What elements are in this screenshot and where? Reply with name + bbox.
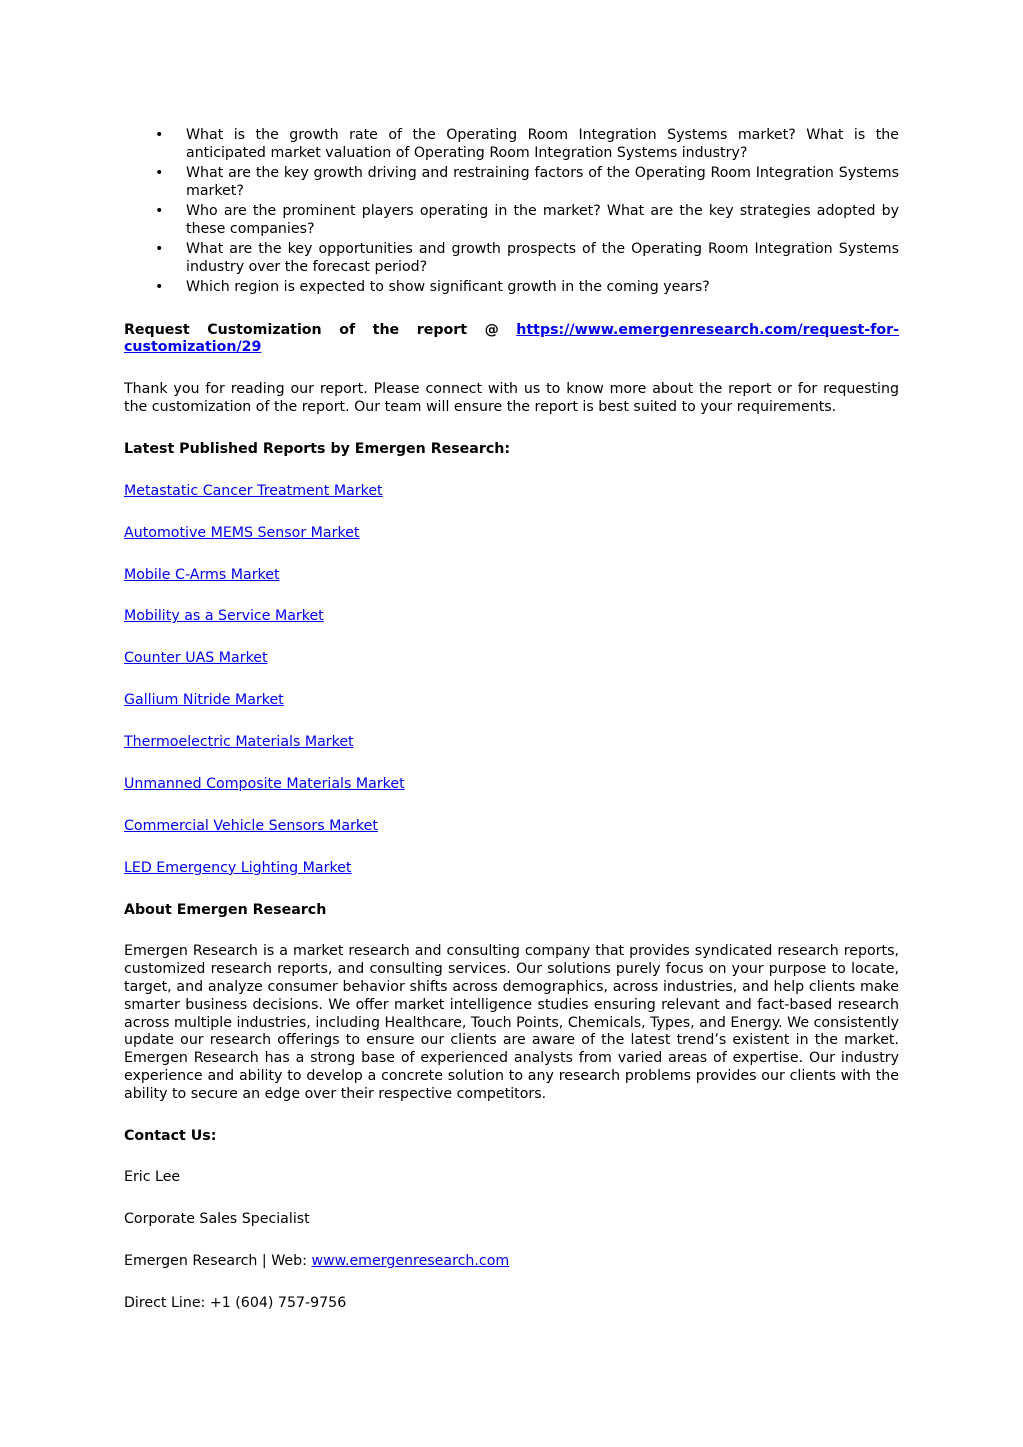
bullet-icon: • bbox=[155, 241, 164, 258]
report-link[interactable]: Unmanned Composite Materials Market bbox=[124, 775, 405, 792]
customization-label: Request Customization of the report @ bbox=[124, 321, 517, 338]
question-text: What are the key opportunities and growth prospects of the Operating Room Integration Systems industry over the forecast period? bbox=[186, 241, 899, 276]
contact-web bbox=[124, 1253, 899, 1271]
contact-heading: Contact Us: bbox=[124, 1127, 217, 1144]
latest-reports-heading: Latest Published Reports by Emergen Research: bbox=[124, 440, 511, 457]
question-text: Which region is expected to show significant growth in the coming years? bbox=[186, 279, 710, 296]
contact-phone: Direct Line: +1 (604) 757-9756 bbox=[124, 1294, 347, 1311]
question-list bbox=[124, 127, 899, 297]
question-item bbox=[124, 127, 899, 163]
contact-title: Corporate Sales Specialist bbox=[124, 1211, 310, 1228]
bullet-icon: • bbox=[155, 279, 164, 296]
question-item bbox=[124, 203, 899, 239]
question-item bbox=[124, 279, 899, 297]
question-text: What are the key growth driving and restraining factors of the Operating Room Integration Systems market? bbox=[186, 165, 899, 199]
question-item bbox=[124, 241, 899, 277]
bullet-icon: • bbox=[155, 127, 164, 143]
contact-name: Eric Lee bbox=[124, 1169, 181, 1186]
report-link[interactable]: Metastatic Cancer Treatment Market bbox=[124, 482, 383, 499]
question-text: Who are the prominent players operating in the market? What are the key strategies adopted by these companies? bbox=[186, 203, 899, 237]
report-link[interactable]: LED Emergency Lighting Market bbox=[124, 859, 352, 876]
about-heading: About Emergen Research bbox=[124, 901, 327, 918]
bullet-icon: • bbox=[155, 165, 164, 182]
report-link[interactable]: Commercial Vehicle Sensors Market bbox=[124, 817, 378, 834]
thanks-paragraph: Thank you for reading our report. Please connect with us to know more about the report or for requesting the customization of the report. Our team will ensure the report is best suited to your requirements. bbox=[124, 381, 899, 416]
report-link[interactable]: Mobile C-Arms Market bbox=[124, 566, 280, 583]
document-page bbox=[124, 127, 899, 1313]
report-link[interactable]: Automotive MEMS Sensor Market bbox=[124, 524, 360, 541]
bullet-icon: • bbox=[155, 203, 164, 220]
question-text: What is the growth rate of the Operating Room Integration Systems market? What is the anticipated market valuation of Operating Room Integration Systems industry? bbox=[186, 127, 899, 161]
report-link[interactable]: Gallium Nitride Market bbox=[124, 692, 284, 709]
about-paragraph: Emergen Research is a market research and consulting company that provides syndicated research reports, customized research reports, and consulting services. Our solutions purely focus on your purpose to locate, target, and analyze consumer behavior shifts across demographics, across industries, and help clients make smarter business decisions. We offer market intelligence studies ensuring relevant and fact-based research across multiple industries, including Healthcare, Touch Points, Chemicals, Types, and Energy. We consistently update our research offerings to ensure our clients are aware of the latest trend’s existent in the market. Emergen Research has a strong base of experienced analysts from varied areas of expertise. Our industry experience and ability to develop a concrete solution to any research problems provides our clients with the ability to secure an edge over their respective competitors. bbox=[124, 943, 899, 1102]
customization-link[interactable]: https://www.emergenresearch.com/request-for-customization/29 bbox=[124, 321, 899, 356]
report-link[interactable]: Mobility as a Service Market bbox=[124, 608, 324, 625]
report-link[interactable]: Thermoelectric Materials Market bbox=[124, 734, 354, 751]
customization-request bbox=[124, 322, 899, 358]
web-label: Emergen Research | Web: bbox=[124, 1253, 312, 1270]
report-link[interactable]: Counter UAS Market bbox=[124, 650, 268, 667]
website-link[interactable]: www.emergenresearch.com bbox=[311, 1253, 510, 1270]
question-item bbox=[124, 165, 899, 201]
